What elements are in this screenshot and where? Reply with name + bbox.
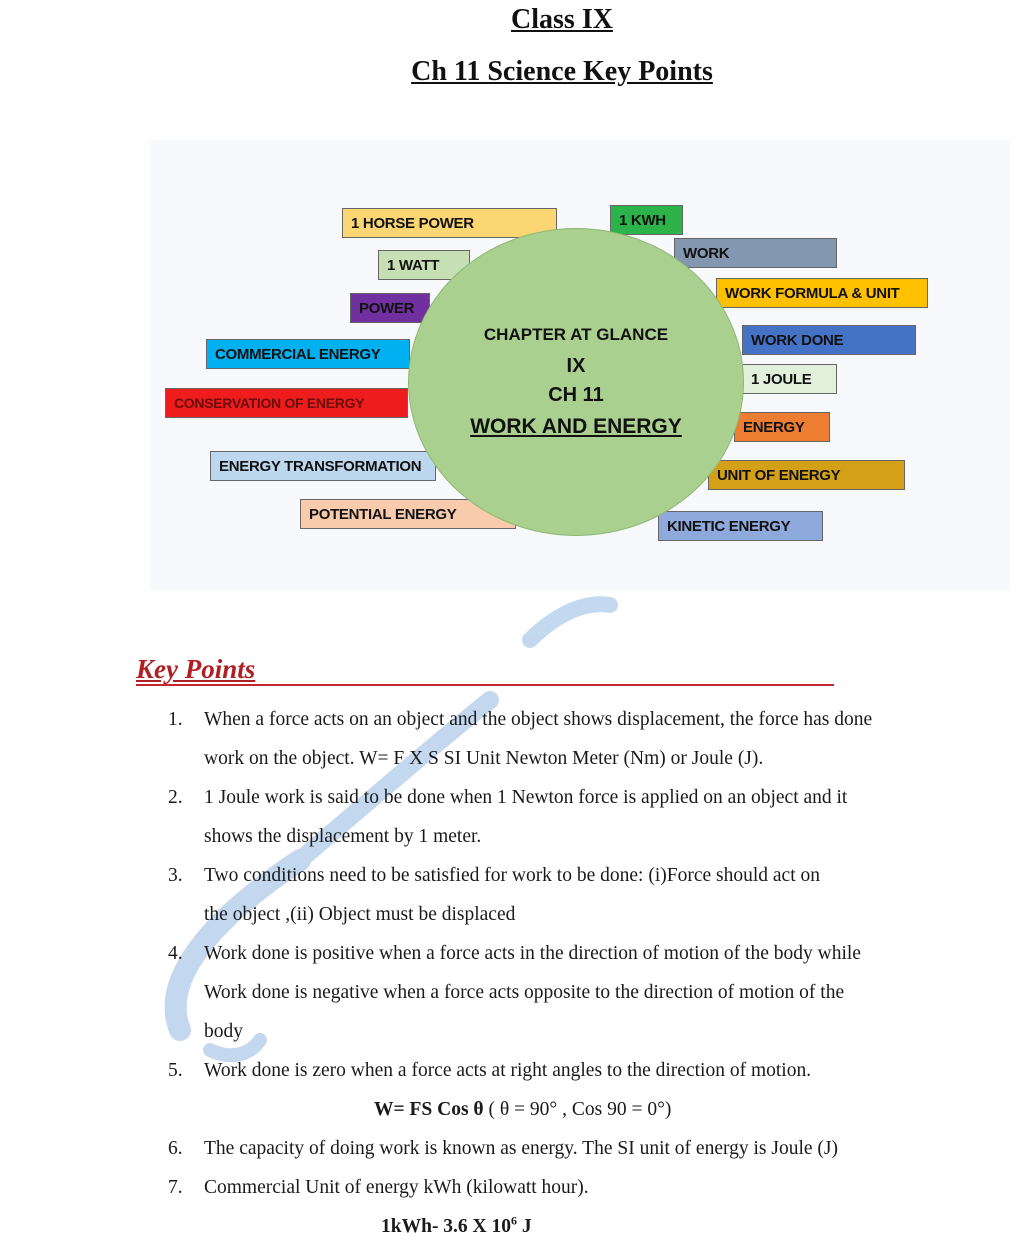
box-commercial-energy: COMMERCIAL ENERGY [206, 339, 410, 369]
center-line-chapter: CH 11 [548, 384, 604, 406]
box-work: WORK [674, 238, 837, 268]
box-work-formula-unit: WORK FORMULA & UNIT [716, 278, 928, 308]
list-item [168, 1051, 988, 1129]
item-number: 6. [168, 1138, 183, 1159]
item-text: Work done is positive when a force acts in the direction of motion of the body while [204, 943, 861, 964]
box-1-joule: 1 JOULE [742, 364, 837, 394]
box-conservation-of-energy: CONSERVATION OF ENERGY [165, 388, 408, 418]
box-work-done: WORK DONE [742, 325, 916, 355]
kwh-formula-base: 1kWh- 3.6 X 10 [381, 1216, 512, 1237]
item-text: When a force acts on an object and the object shows displacement, the force has done [204, 709, 873, 730]
key-points-heading: Key Points [136, 654, 256, 684]
item-text: Two conditions need to be satisfied for work to be done: (i)Force should act on [204, 865, 820, 886]
item-number: 4. [168, 943, 183, 964]
class-title: Class IX [511, 4, 613, 35]
box-1-watt: 1 WATT [378, 250, 470, 280]
item-text: body [204, 1021, 243, 1042]
key-points-list [168, 700, 988, 1246]
item-number: 7. [168, 1177, 183, 1198]
item-number: 5. [168, 1060, 183, 1081]
center-line-class: IX [566, 355, 586, 377]
item-text: The capacity of doing work is known as energy. The SI unit of energy is Joule (J) [204, 1138, 838, 1159]
item-number: 2. [168, 787, 183, 808]
box-potential-energy: POTENTIAL ENERGY [300, 499, 516, 529]
box-kinetic-energy: KINETIC ENERGY [658, 511, 823, 541]
center-line-glance: CHAPTER AT GLANCE [483, 325, 669, 344]
box-power: POWER [350, 293, 430, 323]
center-circle [408, 228, 744, 536]
list-item [168, 1168, 988, 1246]
item-text: Commercial Unit of energy kWh (kilowatt hour). [204, 1177, 589, 1198]
box-1-horse-power: 1 HORSE POWER [342, 208, 557, 238]
box-energy-transformation: ENERGY TRANSFORMATION [210, 451, 436, 481]
item-text: Work done is negative when a force acts opposite to the direction of motion of the [204, 982, 845, 1003]
list-item [168, 700, 988, 778]
box-unit-of-energy: UNIT OF ENERGY [708, 460, 905, 490]
chapter-title: Ch 11 Science Key Points [411, 56, 713, 87]
center-line-topic: WORK AND ENERGY [470, 415, 682, 438]
item-text: work on the object. W= F X S SI Unit Newton Meter (Nm) or Joule (J). [204, 748, 764, 769]
formula-main: W= FS Cos θ [374, 1099, 484, 1120]
kwh-formula-exponent: 6 [511, 1213, 518, 1228]
formula-condition: ( θ = 90° , Cos 90 = 0°) [483, 1099, 672, 1120]
list-item [168, 1129, 988, 1168]
item-text: shows the displacement by 1 meter. [204, 826, 482, 847]
item-text: the object ,(ii) Object must be displaced [204, 904, 516, 925]
box-energy: ENERGY [734, 412, 830, 442]
box-1-kwh: 1 KWH [610, 205, 683, 235]
item-text: Work done is zero when a force acts at right angles to the direction of motion. [204, 1060, 812, 1081]
item-number: 1. [168, 709, 183, 730]
kwh-formula-unit: J [517, 1216, 532, 1237]
item-number: 3. [168, 865, 183, 886]
list-item [168, 856, 988, 934]
item-text: 1 Joule work is said to be done when 1 Newton force is applied on an object and it [204, 787, 848, 808]
key-points-rule [136, 684, 834, 686]
list-item [168, 934, 988, 1051]
work-formula [204, 1090, 988, 1129]
kwh-formula [204, 1207, 988, 1246]
list-item [168, 778, 988, 856]
